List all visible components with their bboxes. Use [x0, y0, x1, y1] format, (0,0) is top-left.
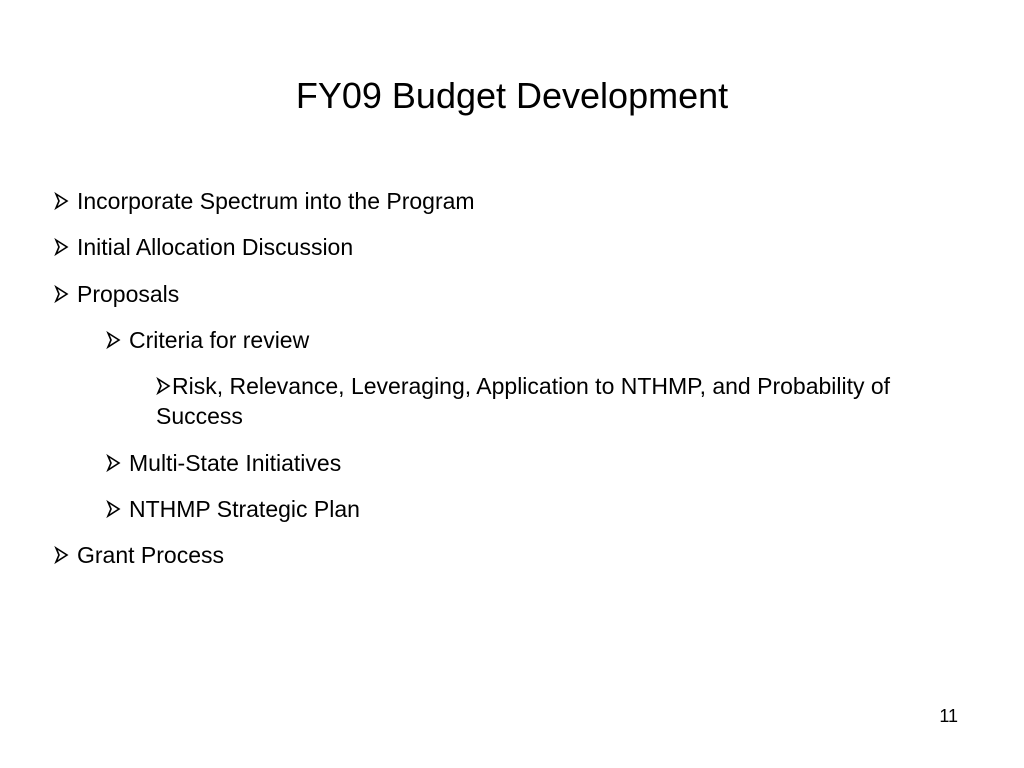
bullet-item: [156, 371, 966, 431]
arrow-bullet-icon: [54, 284, 69, 304]
page-number: 11: [939, 706, 958, 726]
arrow-bullet-icon: [54, 191, 69, 211]
bullet-item: [106, 325, 309, 355]
bullet-item: [54, 232, 353, 262]
arrow-bullet-icon: [54, 545, 69, 565]
bullet-item: [54, 279, 179, 309]
bullet-text: Proposals: [77, 281, 180, 307]
bullet-item: [54, 540, 224, 570]
arrow-bullet-icon: [54, 237, 69, 257]
arrow-bullet-icon: [156, 376, 171, 396]
bullet-text: Risk, Relevance, Leveraging, Application to NTHMP, and Probability of Success: [156, 373, 891, 429]
arrow-bullet-icon: [106, 330, 121, 350]
bullet-text: Incorporate Spectrum into the Program: [77, 188, 475, 214]
bullet-text: Grant Process: [77, 542, 224, 568]
slide-title: FY09 Budget Development: [295, 75, 729, 116]
bullet-item: [54, 186, 475, 216]
bullet-item: [106, 448, 341, 478]
bullet-item: [106, 494, 360, 524]
arrow-bullet-icon: [106, 499, 121, 519]
arrow-bullet-icon: [106, 453, 121, 473]
bullet-text: Criteria for review: [129, 327, 310, 353]
bullet-text: Multi-State Initiatives: [129, 450, 342, 476]
bullet-text: NTHMP Strategic Plan: [129, 496, 360, 522]
bullet-text: Initial Allocation Discussion: [77, 234, 354, 260]
